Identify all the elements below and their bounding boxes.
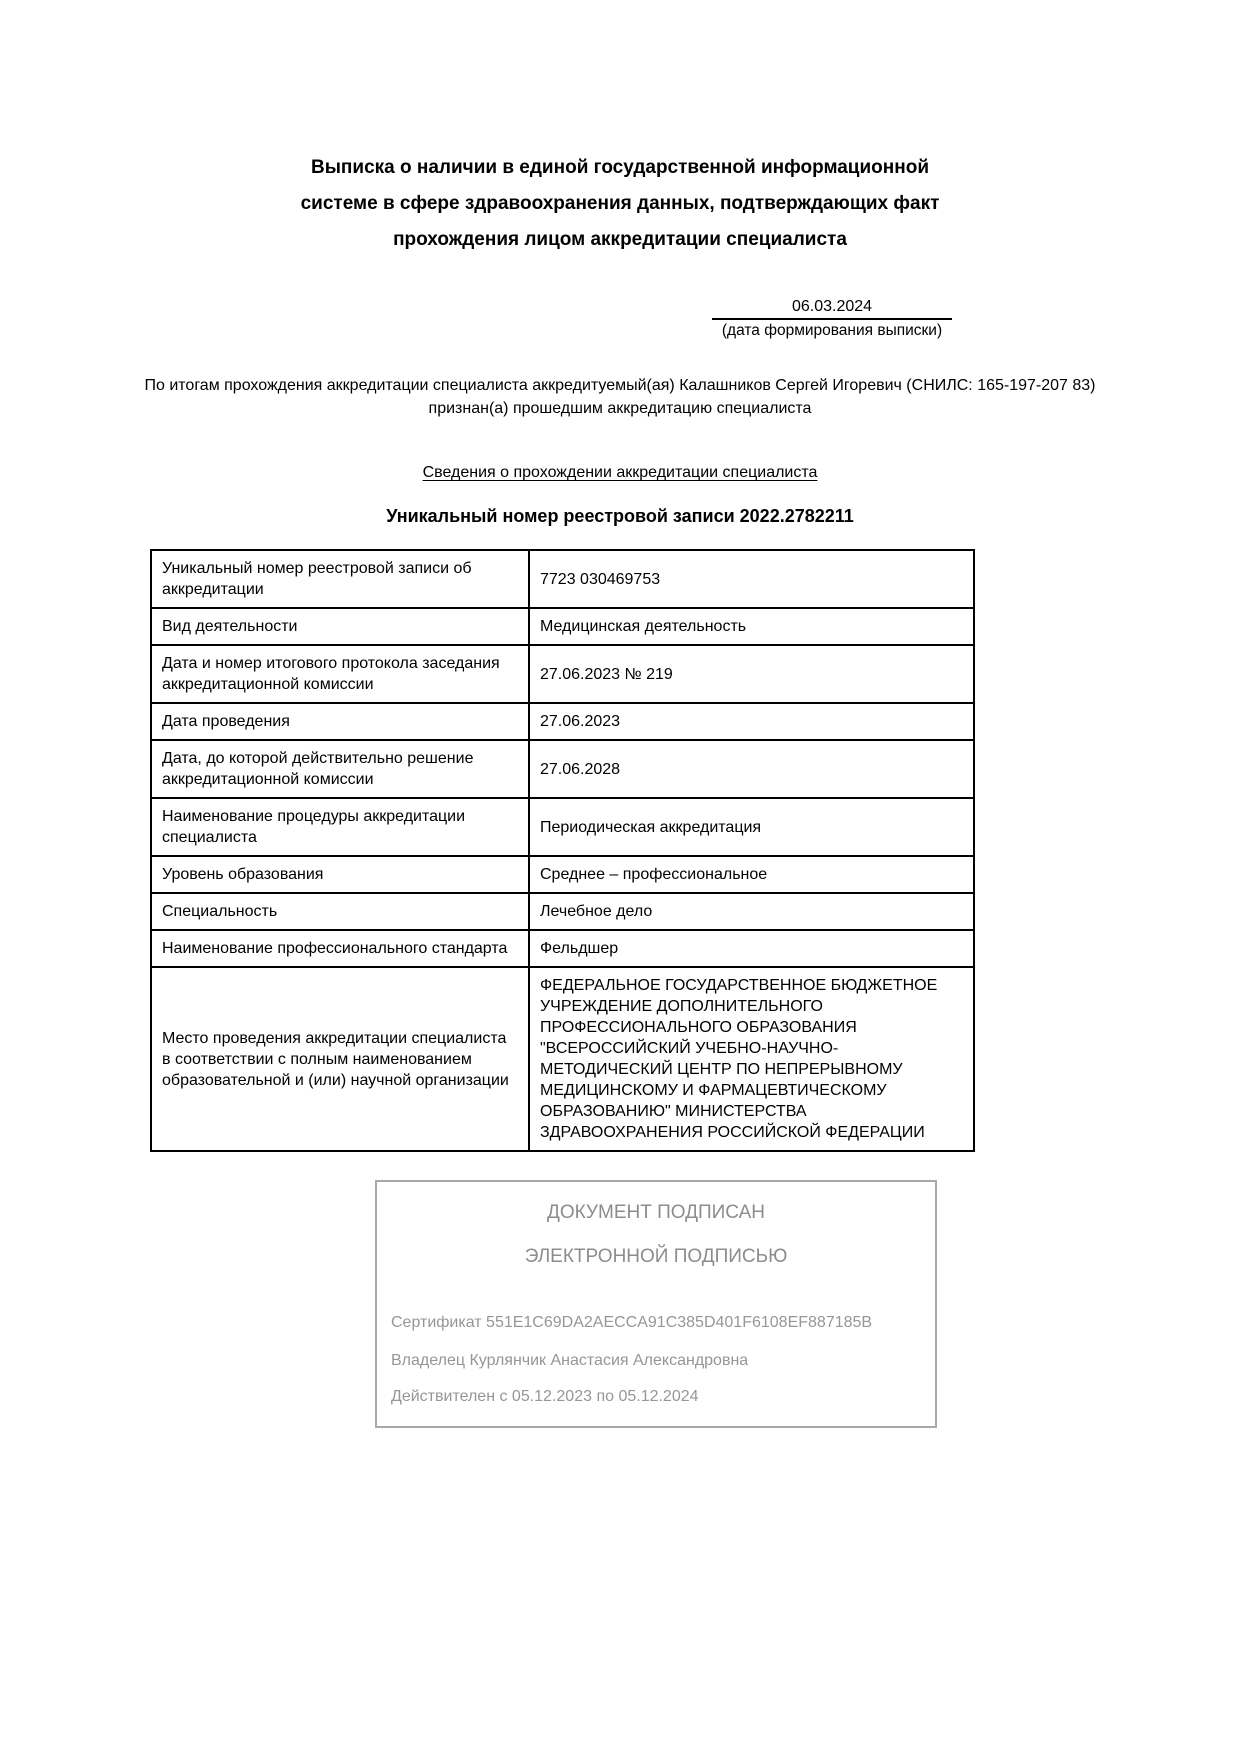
registry-number-heading: Уникальный номер реестровой записи 2022.2782211 — [386, 506, 854, 526]
signature-validity: Действителен с 05.12.2023 по 05.12.2024 — [391, 1388, 699, 1405]
table-row — [151, 608, 974, 645]
signature-certificate: Сертификат 551E1C69DA2AECCA91C385D401F6108EF887185B — [391, 1314, 873, 1331]
row-label: Дата, до которой действительно решение аккредитационной комиссии — [151, 740, 529, 798]
row-value: Лечебное дело — [529, 893, 974, 930]
signature-head-line-2: ЭЛЕКТРОННОЙ ПОДПИСЬЮ — [524, 1246, 788, 1267]
table-row — [151, 703, 974, 740]
row-value: ФЕДЕРАЛЬНОЕ ГОСУДАРСТВЕННОЕ БЮДЖЕТНОЕ УЧРЕЖДЕНИЕ ДОПОЛНИТЕЛЬНОГО ПРОФЕССИОНАЛЬНОГО ОБРАЗОВАНИЯ "ВСЕРОССИЙСКИЙ УЧЕБНО-НАУЧНО-МЕТОДИЧЕСКИЙ ЦЕНТР ПО НЕПРЕРЫВНОМУ МЕДИЦИНСКОМУ И ФАРМАЦЕВТИЧЕСКОМУ ОБРАЗОВАНИЮ" МИНИСТЕРСТВА ЗДРАВООХРАНЕНИЯ РОССИЙСКОЙ ФЕДЕРАЦИИ — [529, 967, 974, 1151]
row-label: Место проведения аккредитации специалиста в соответствии с полным наименованием образовательной и (или) научной организации — [151, 967, 529, 1151]
row-label: Наименование процедуры аккредитации специалиста — [151, 798, 529, 856]
row-value: Среднее – профессиональное — [529, 856, 974, 893]
table-row — [151, 645, 974, 703]
row-value: 7723 030469753 — [529, 550, 974, 608]
row-value: 27.06.2023 — [529, 703, 974, 740]
row-value: Медицинская деятельность — [529, 608, 974, 645]
row-label: Дата и номер итогового протокола заседания аккредитационной комиссии — [151, 645, 529, 703]
table-row — [151, 930, 974, 967]
row-label: Уровень образования — [151, 856, 529, 893]
document-title-line-1: Выписка о наличии в единой государственной информационной — [310, 157, 930, 178]
row-value: 27.06.2028 — [529, 740, 974, 798]
row-label: Уникальный номер реестровой записи об аккредитации — [151, 550, 529, 608]
table-row — [151, 740, 974, 798]
extract-date: 06.03.2024 — [712, 298, 952, 320]
row-label: Дата проведения — [151, 703, 529, 740]
document-title-line-3: прохождения лицом аккредитации специалиста — [393, 229, 847, 250]
extract-date-caption: (дата формирования выписки) — [721, 322, 943, 339]
document-title — [0, 0, 1240, 258]
table-row — [151, 967, 974, 1151]
table-row — [151, 798, 974, 856]
row-value: 27.06.2023 № 219 — [529, 645, 974, 703]
section-heading: Сведения о прохождении аккредитации специалиста — [422, 464, 818, 481]
row-value: Фельдшер — [529, 930, 974, 967]
table-row — [151, 893, 974, 930]
table-row — [151, 856, 974, 893]
electronic-signature-stamp — [375, 1180, 937, 1428]
table-row — [151, 550, 974, 608]
extract-date-block — [712, 298, 952, 340]
accreditation-result-paragraph: По итогам прохождения аккредитации специалиста аккредитуемый(ая) Калашников Сергей Игоревич (СНИЛС: 165-197-207 83) признан(а) прошедшим аккредитацию специалиста — [144, 377, 1096, 417]
row-value: Периодическая аккредитация — [529, 798, 974, 856]
signature-head-line-1: ДОКУМЕНТ ПОДПИСАН — [547, 1202, 765, 1223]
row-label: Наименование профессионального стандарта — [151, 930, 529, 967]
row-label: Специальность — [151, 893, 529, 930]
row-label: Вид деятельности — [151, 608, 529, 645]
signature-owner: Владелец Курлянчик Анастасия Александровна — [391, 1352, 749, 1369]
accreditation-table — [150, 549, 975, 1152]
document-title-line-2: системе в сфере здравоохранения данных, подтверждающих факт — [300, 193, 940, 214]
